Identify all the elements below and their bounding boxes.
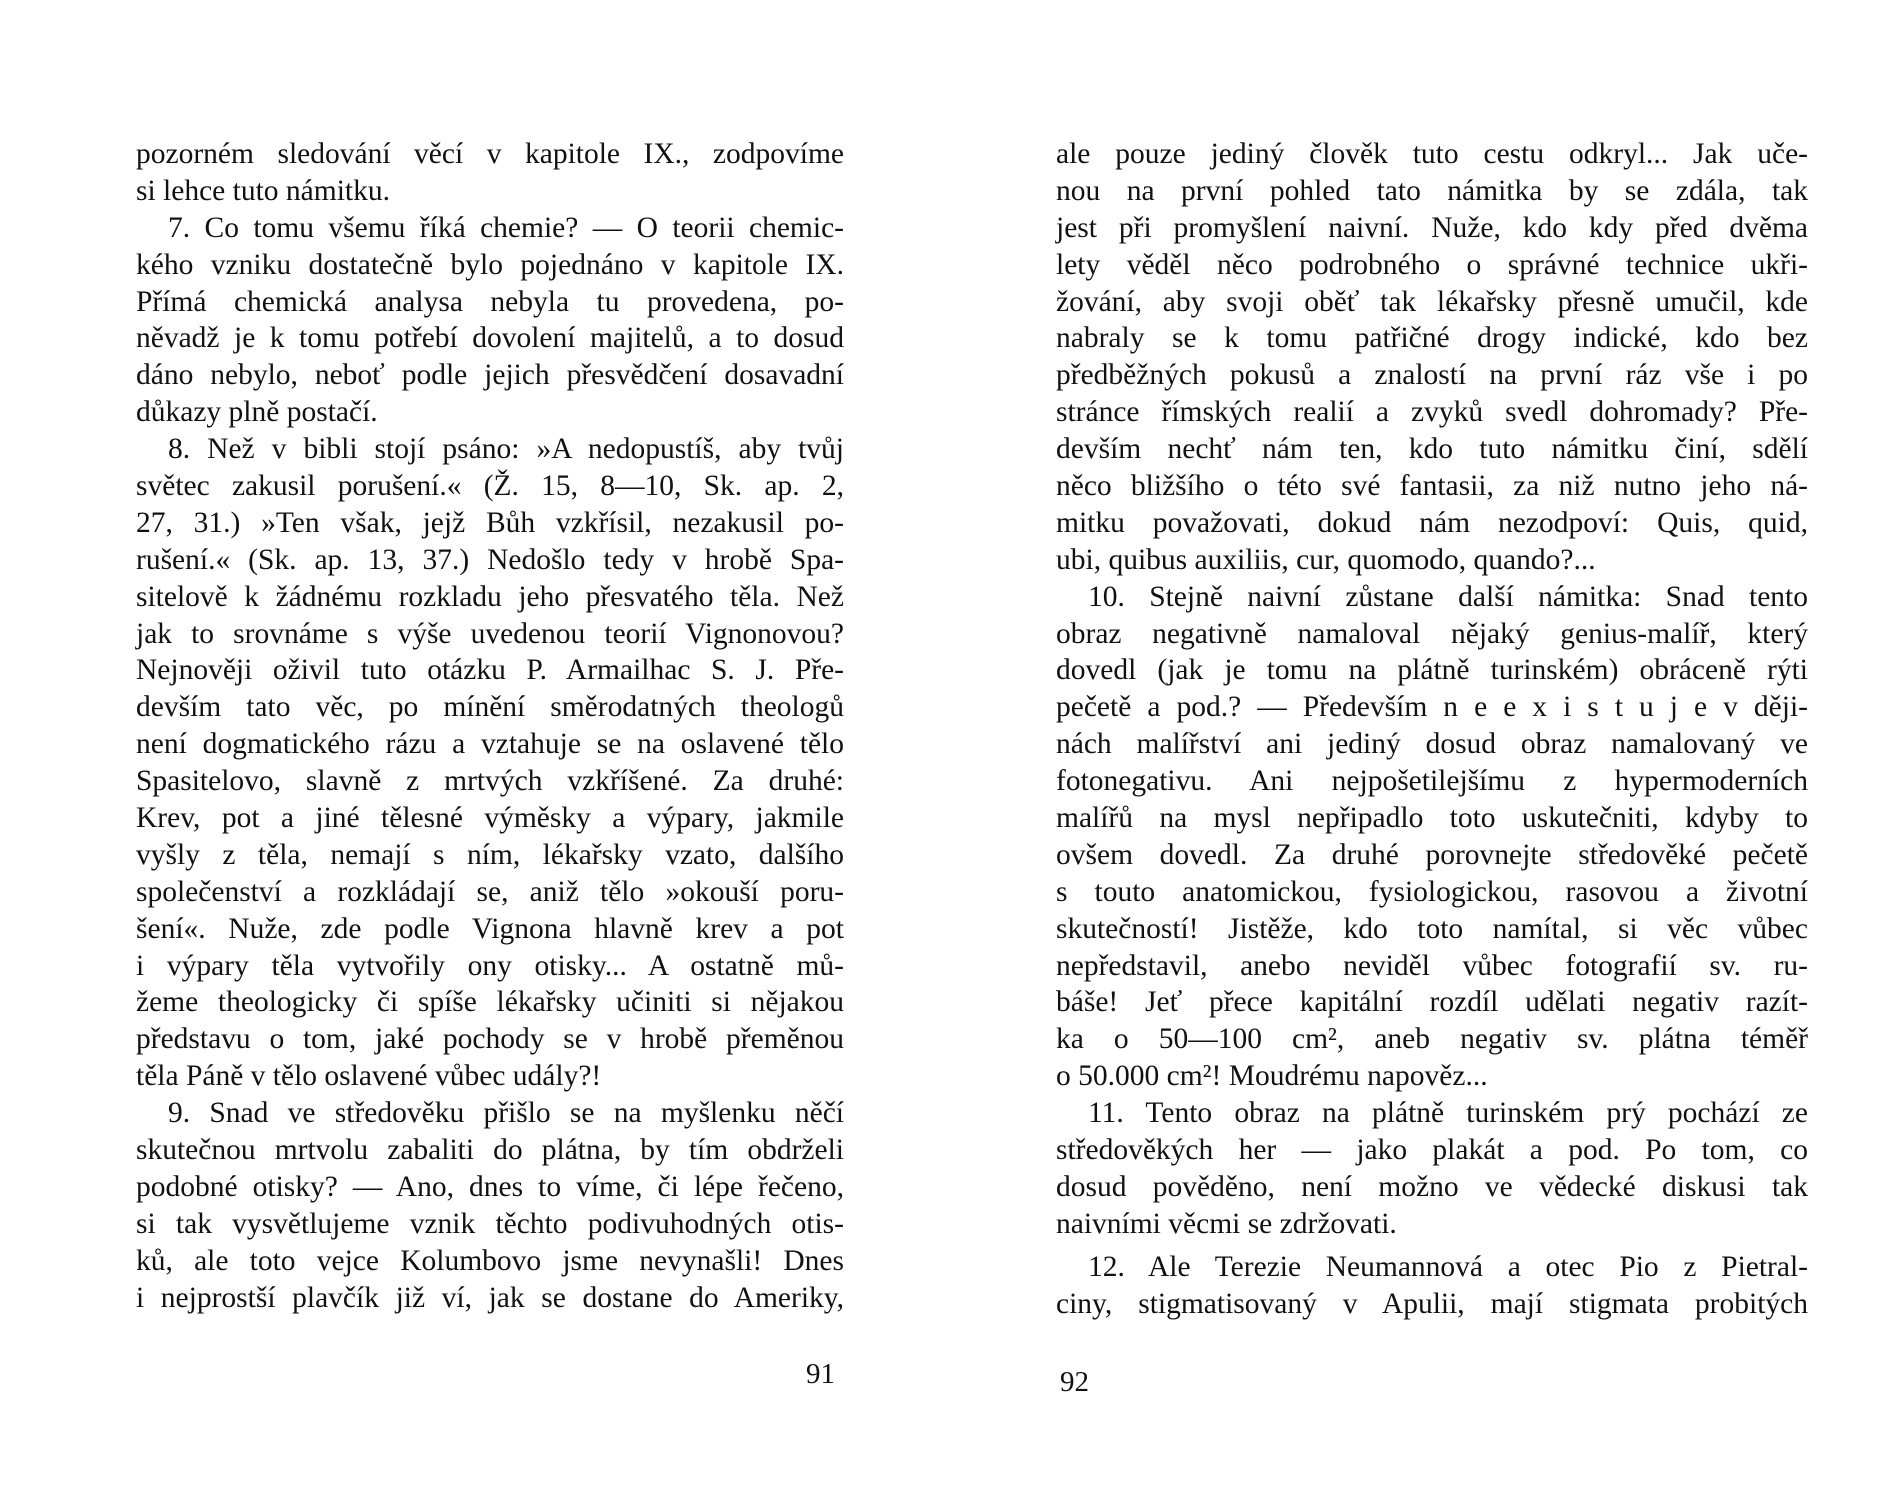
- text-line: dosud pověděno, není možno ve vědecké diskusi tak: [1056, 1170, 1808, 1203]
- text-line: devším tato věc, po mínění směrodatných theologů: [136, 691, 844, 724]
- text-line: nou na první pohled tato námitka by se zdála, tak: [1056, 174, 1808, 207]
- text-line: si lehce tuto námitku.: [136, 174, 390, 207]
- text-line: jak to srovnáme s výše uvedenou teorií Vignonovou?: [136, 617, 844, 650]
- text-line: pečetě a pod.? — Především n e e x i s t u j e v ději-: [1056, 691, 1808, 724]
- text-line: dovedl (jak je tomu na plátně turinském) obráceně rýti: [1056, 654, 1808, 687]
- text-line: si tak vysvětlujeme vznik těchto podivuhodných otis-: [136, 1207, 844, 1240]
- text-line: ovšem dovedl. Za druhé porovnejte středověké pečetě: [1056, 838, 1808, 871]
- text-line: lety věděl něco podrobného o správné technice ukři-: [1056, 248, 1808, 281]
- text-line: nách malířství ani jediný dosud obraz namalovaný ve: [1056, 728, 1808, 761]
- text-line: s touto anatomickou, fysiologickou, rasovou a životní: [1056, 875, 1808, 908]
- text-line: světec zakusil porušení.« (Ž. 15, 8—10, Sk. ap. 2,: [136, 470, 844, 503]
- text-line: 7. Co tomu všemu říká chemie? — O teorii chemic-: [168, 211, 844, 244]
- text-line: společenství a rozkládají se, aniž tělo »okouší poru-: [136, 875, 844, 908]
- text-line: kého vzniku dostatečně bylo pojednáno v kapitole IX.: [136, 248, 844, 281]
- text-line: o 50.000 cm²! Moudrému napověz...: [1056, 1060, 1488, 1093]
- text-line: Přímá chemická analysa nebyla tu provedena, po-: [136, 285, 844, 318]
- text-line: středověkých her — jako plakát a pod. Po tom, co: [1056, 1134, 1808, 1167]
- text-line: představu o tom, jaké pochody se v hrobě přeměnou: [136, 1023, 844, 1056]
- text-line: pozorném sledování věcí v kapitole IX., zodpovíme: [136, 138, 844, 170]
- text-line: ale pouze jediný člověk tuto cestu odkryl... Jak uče-: [1056, 138, 1808, 170]
- text-line: něvadž je k tomu potřebí dovolení majitelů, a to dosud: [136, 322, 844, 355]
- text-line: báše! Jeť přece kapitální rozdíl udělati negativ razít-: [1056, 986, 1808, 1019]
- text-line: i výpary těla vytvořily ony otisky... A ostatně mů-: [136, 949, 844, 982]
- text-line: těla Páně v tělo oslavené vůbec udály?!: [136, 1060, 602, 1093]
- text-line: vyšly z těla, nemají s ním, lékařsky vzato, dalšího: [136, 838, 844, 871]
- text-line: ka o 50—100 cm², aneb negativ sv. plátna téměř: [1056, 1023, 1808, 1056]
- text-line: 11. Tento obraz na plátně turinském prý pochází ze: [1088, 1097, 1808, 1130]
- text-line: jest při promyšlení naivní. Nuže, kdo kdy před dvěma: [1056, 211, 1808, 244]
- text-line: i nejprostší plavčík již ví, jak se dostane do Ameriky,: [136, 1281, 844, 1314]
- text-line: něco bližšího o této své fantasii, za niž nutno jeho ná-: [1056, 470, 1808, 503]
- text-line: naivními věcmi se zdržovati.: [1056, 1207, 1397, 1240]
- text-line: rušení.« (Sk. ap. 13, 37.) Nedošlo tedy v hrobě Spa-: [136, 543, 844, 576]
- text-line: Nejnověji oživil tuto otázku P. Armailhac S. J. Pře-: [136, 654, 844, 687]
- text-line: stránce římských realií a zvyků svedl dohromady? Pře-: [1056, 396, 1808, 429]
- text-line: malířů na mysl nepřipadlo toto uskutečniti, kdyby to: [1056, 802, 1808, 835]
- text-line: ciny, stigmatisovaný v Apulii, mají stigmata probitých: [1056, 1287, 1808, 1320]
- text-line: fotonegativu. Ani nejpošetilejšímu z hypermoderních: [1056, 765, 1808, 798]
- text-line: Krev, pot a jiné tělesné výměsky a výpary, jakmile: [136, 802, 844, 835]
- text-line: žování, aby svoji oběť tak lékařsky přesně umučil, kde: [1056, 285, 1808, 318]
- text-line: skutečnou mrtvolu zabaliti do plátna, by tím obdrželi: [136, 1134, 844, 1167]
- text-line: obraz negativně namaloval nějaký genius-malíř, který: [1056, 617, 1808, 650]
- text-line: 12. Ale Terezie Neumannová a otec Pio z Pietral-: [1088, 1250, 1808, 1283]
- text-line: 9. Snad ve středověku přišlo se na myšlenku něčí: [168, 1097, 844, 1130]
- text-line: předběžných pokusů a znalostí na první ráz vše i po: [1056, 359, 1808, 392]
- text-line: 10. Stejně naivní zůstane další námitka: Snad tento: [1088, 580, 1808, 613]
- text-line: mitku považovati, dokud nám nezodpoví: Quis, quid,: [1056, 506, 1808, 539]
- text-line: Spasitelovo, slavně z mrtvých vzkříšené. Za druhé:: [136, 765, 844, 798]
- text-line: ků, ale toto vejce Kolumbovo jsme nevynašli! Dnes: [136, 1244, 844, 1277]
- text-line: ubi, quibus auxiliis, cur, quomodo, quando?...: [1056, 543, 1596, 576]
- text-line: nabraly se k tomu patřičné drogy indické, kdo bez: [1056, 322, 1808, 355]
- text-line: 8. Než v bibli stojí psáno: »A nedopustíš, aby tvůj: [168, 433, 844, 466]
- text-line: sitelově k žádnému rozkladu jeho přesvatého těla. Než: [136, 580, 844, 613]
- text-line: žeme theologicky či spíše lékařsky učiniti si nějakou: [136, 986, 844, 1019]
- text-line: dáno nebylo, neboť podle jejich přesvědčení dosavadní: [136, 359, 844, 392]
- text-line: nepředstavil, anebo neviděl vůbec fotografií sv. ru-: [1056, 949, 1808, 982]
- page-number-right: 92: [1060, 1366, 1089, 1398]
- text-line: není dogmatického rázu a vztahuje se na oslavené tělo: [136, 728, 844, 761]
- left-page-text: [136, 136, 844, 1317]
- page-number-left: 91: [806, 1358, 835, 1390]
- text-line: devším nechť nám ten, kdo tuto námitku činí, sdělí: [1056, 433, 1808, 466]
- text-line: důkazy plně postačí.: [136, 396, 378, 429]
- text-line: skutečností! Jistěže, kdo toto namítal, si věc vůbec: [1056, 912, 1808, 945]
- text-line: podobné otisky? — Ano, dnes to víme, či lépe řečeno,: [136, 1170, 844, 1203]
- text-line: 27, 31.) »Ten však, jejž Bůh vzkřísil, nezakusil po-: [136, 506, 844, 539]
- right-page-text: [1056, 136, 1808, 1323]
- text-line: šení«. Nuže, zde podle Vignona hlavně krev a pot: [136, 912, 844, 945]
